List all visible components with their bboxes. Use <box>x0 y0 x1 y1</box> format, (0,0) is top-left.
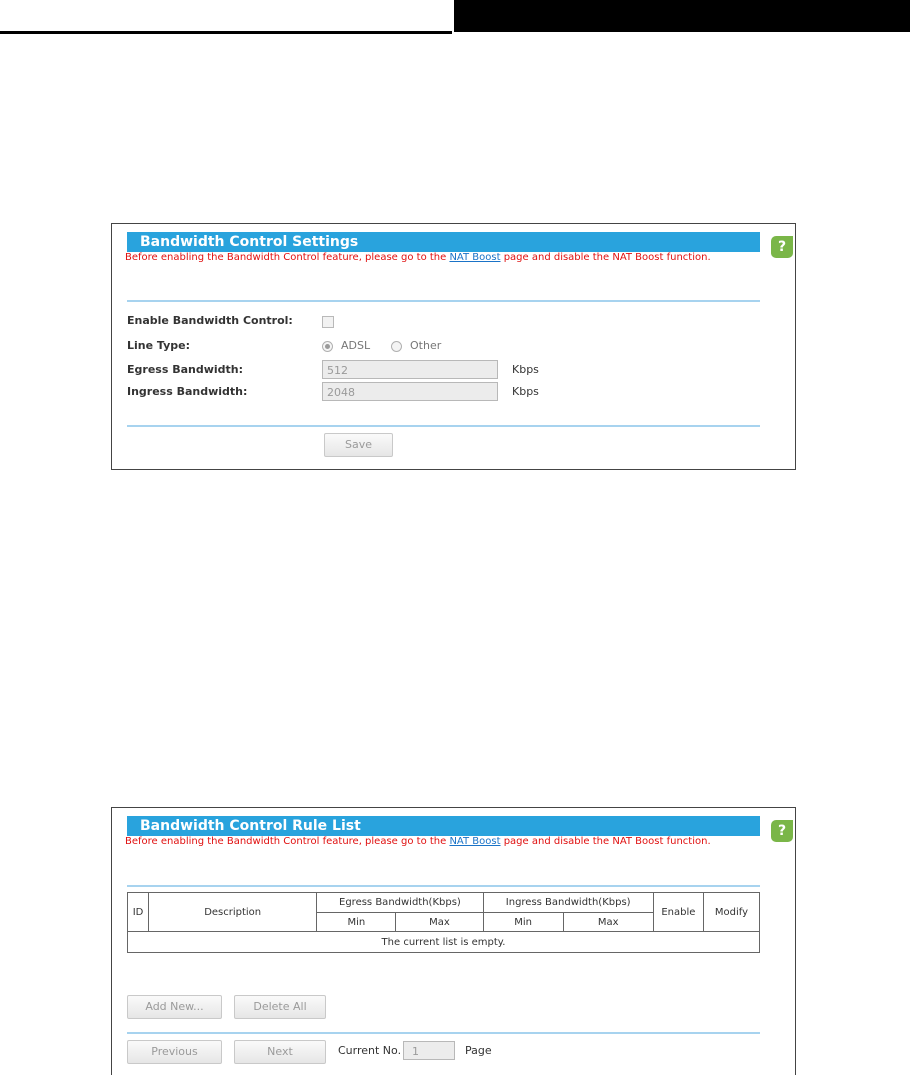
panel-title: Bandwidth Control Rule List <box>127 816 760 836</box>
empty-list-message: The current list is empty. <box>128 932 760 953</box>
col-enable-header: Enable <box>653 893 703 932</box>
egress-bandwidth-input[interactable]: 512 <box>322 360 498 379</box>
line-type-other-radio[interactable] <box>391 341 402 352</box>
current-page-input[interactable]: 1 <box>403 1041 455 1060</box>
ingress-label: Ingress Bandwidth: <box>127 385 248 398</box>
line-type-adsl-radio[interactable] <box>322 341 333 352</box>
divider <box>127 885 760 887</box>
rule-list-panel <box>111 807 796 1075</box>
col-egress-min: Min <box>317 913 396 932</box>
egress-label: Egress Bandwidth: <box>127 363 244 376</box>
warning-text-end: page and disable the NAT Boost function. <box>500 836 711 847</box>
col-egress-header: Egress Bandwidth(Kbps) <box>317 893 483 913</box>
warning-message <box>125 252 725 264</box>
panel-title: Bandwidth Control Settings <box>127 232 760 252</box>
page-label: Page <box>465 1044 492 1057</box>
nat-boost-link[interactable]: NAT Boost <box>449 836 501 847</box>
header-bar <box>454 0 910 32</box>
warning-text-end: page and disable the NAT Boost function. <box>500 252 711 263</box>
delete-all-button[interactable]: Delete All <box>234 995 326 1019</box>
col-egress-max: Max <box>396 913 483 932</box>
col-ingress-max: Max <box>563 913 653 932</box>
warning-text-start: Before enabling the Bandwidth Control feature, please go to the <box>125 252 450 263</box>
col-description-header: Description <box>149 893 317 932</box>
header-rule <box>0 31 452 34</box>
col-id-header: ID <box>128 893 149 932</box>
line-type-label: Line Type: <box>127 339 191 352</box>
next-button[interactable]: Next <box>234 1040 326 1064</box>
previous-button[interactable]: Previous <box>127 1040 222 1064</box>
help-icon[interactable]: ? <box>771 236 793 258</box>
warning-message <box>125 836 725 848</box>
adsl-option-label: ADSL <box>341 339 371 352</box>
nat-boost-link[interactable]: NAT Boost <box>449 252 501 263</box>
egress-unit: Kbps <box>512 363 539 376</box>
current-no-label: Current No. <box>338 1044 402 1057</box>
ingress-bandwidth-input[interactable]: 2048 <box>322 382 498 401</box>
enable-label: Enable Bandwidth Control: <box>127 314 293 327</box>
divider <box>127 1032 760 1034</box>
add-new-button[interactable]: Add New... <box>127 995 222 1019</box>
bandwidth-settings-panel <box>111 223 796 470</box>
ingress-unit: Kbps <box>512 385 539 398</box>
save-button[interactable]: Save <box>324 433 393 457</box>
col-ingress-header: Ingress Bandwidth(Kbps) <box>483 893 653 913</box>
rule-table <box>127 892 760 953</box>
divider <box>127 300 760 302</box>
warning-text-start: Before enabling the Bandwidth Control feature, please go to the <box>125 836 450 847</box>
divider <box>127 425 760 427</box>
help-icon[interactable]: ? <box>771 820 793 842</box>
col-ingress-min: Min <box>483 913 563 932</box>
other-option-label: Other <box>410 339 442 352</box>
col-modify-header: Modify <box>703 893 759 932</box>
enable-bandwidth-checkbox[interactable] <box>322 316 334 328</box>
